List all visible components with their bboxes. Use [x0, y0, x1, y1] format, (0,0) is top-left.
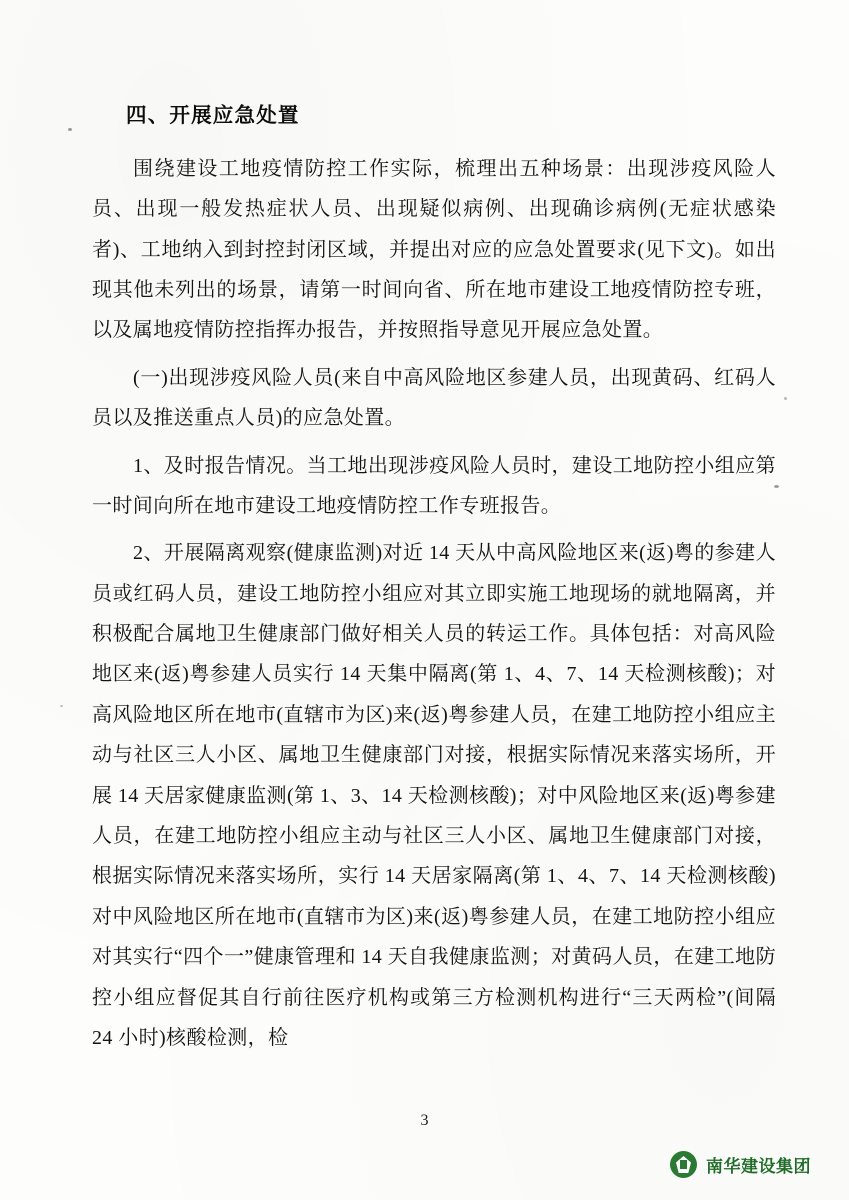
scan-speck: [68, 128, 72, 131]
scan-speck: [784, 397, 787, 400]
paragraph-overview: 围绕建设工地疫情防控工作实际，梳理出五种场景：出现涉疫风险人员、出现一般发热症状人员、出现疑似病例、出现确诊病例(无症状感染者)、工地纳入到封控封闭区域，并提出对应的应急处置要求(见下文)。如出现其他未列出的场景，请第一时间向省、所在地市建设工地疫情防控专班，以及属地疫情防控指挥办报告，并按照指导意见开展应急处置。: [92, 157, 776, 342]
shield-leaf-icon: [670, 1151, 697, 1178]
brand-name: 南华建设集团: [706, 1157, 811, 1176]
paragraph-item-2: 2、开展隔离观察(健康监测)对近 14 天从中高风险地区来(返)粤的参建人员或红码人员，建设工地防控小组应对其立即实施工地现场的就地隔离，并积极配合属地卫生健康部门做好相关人员的转运工作。具体包括：对高风险地区来(返)粤参建人员实行 14 天集中隔离(第 1、4、7、14 天检测核酸)；对高风险地区所在地市(直辖市为区)来(返)粤参建人员，在建工地防控小组应主动与社区三人小区、属地卫生健康部门对接，根据实际情况来落实场所，开展 14 天居家健康监测(第 1、3、14 天检测核酸)；对中风险地区来(返)粤参建人员，在建工地防控小组应主动与社区三人小区、属地卫生健康部门对接，根据实际情况来落实场所，实行 14 天居家隔离(第 1、4、7、14 天检测核酸)对中风险地区所在地市(直辖市为区)来(返)粤参建人员，在建工地防控小组应对其实行“四个一”健康管理和 14 天自我健康监测；对黄码人员，在建工地防控小组应督促其自行前往医疗机构或第三方检测机构进行“三天两检”(间隔 24 小时)核酸检测，检: [92, 542, 776, 1049]
paragraph-subsection-one: (一)出现涉疫风险人员(来自中高风险地区参建人员，出现黄码、红码人员以及推送重点人员)的应急处置。: [92, 366, 776, 430]
scan-speck: [60, 705, 63, 707]
section-heading: 四、开展应急处置: [126, 105, 300, 127]
footer-logo: [670, 1151, 811, 1178]
paragraph-item-1: 1、及时报告情况。当工地出现涉疫风险人员时，建设工地防控小组应第一时间向所在地市建设工地疫情防控工作专班报告。: [92, 454, 776, 517]
page-number: 3: [420, 1112, 429, 1129]
document-body: [92, 100, 776, 1062]
